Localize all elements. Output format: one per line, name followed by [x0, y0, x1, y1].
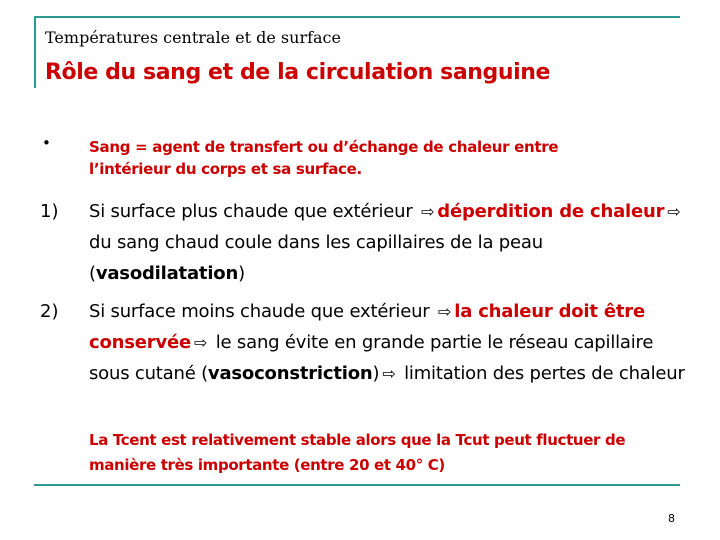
item-2-marker: 2) [40, 301, 59, 322]
item-1-part-1: Si surface plus chaude que extérieur [89, 201, 419, 222]
item-1-emphasis-1: déperdition de chaleur [437, 201, 665, 222]
item-1-emphasis-2: vasodilatation [95, 263, 239, 284]
frame-bottom-rule [34, 484, 680, 486]
conclusion-text: La Tcent est relativement stable alors que la Tcut peut fluctuer de manière très importante (entre 20 et 40° C) [89, 431, 626, 474]
item-2-part-4: limitation des pertes de chaleur [398, 363, 685, 384]
item-2-part-1: Si surface moins chaude que extérieur [89, 301, 435, 322]
item-1-part-3: ) [238, 263, 245, 284]
slide-title: Rôle du sang et de la circulation sanguine [45, 60, 551, 85]
page-number: 8 [668, 512, 675, 525]
frame-left-rule [34, 16, 36, 88]
arrow-icon: ⇨ [421, 202, 435, 221]
item-2-emphasis-1: la chaleur doit être conservée [89, 301, 645, 353]
item-2-text [89, 296, 685, 389]
slide-subtitle: Températures centrale et de surface [45, 28, 341, 47]
bullet-text [89, 136, 685, 180]
arrow-icon: ⇨ [667, 202, 681, 221]
arrow-icon: ⇨ [382, 364, 396, 383]
item-2-part-3: ) [372, 363, 380, 384]
bullet-line-2: l’intérieur du corps et sa surface. [89, 160, 362, 178]
item-1-text [89, 196, 685, 289]
item-1-part-2: du sang chaud coule dans les capillaires de la peau ( [89, 232, 543, 284]
item-2-emphasis-2: vasoconstriction [207, 363, 373, 384]
bullet-line-1: Sang = agent de transfert ou d’échange de chaleur entre [89, 138, 559, 156]
item-2-part-2: le sang évite en grande partie le réseau capillaire sous cutané ( [89, 332, 654, 384]
bullet-marker: • [42, 134, 51, 152]
arrow-icon: ⇨ [438, 302, 452, 321]
item-1-marker: 1) [40, 201, 59, 222]
frame-top-rule [34, 16, 680, 18]
arrow-icon: ⇨ [194, 333, 208, 352]
